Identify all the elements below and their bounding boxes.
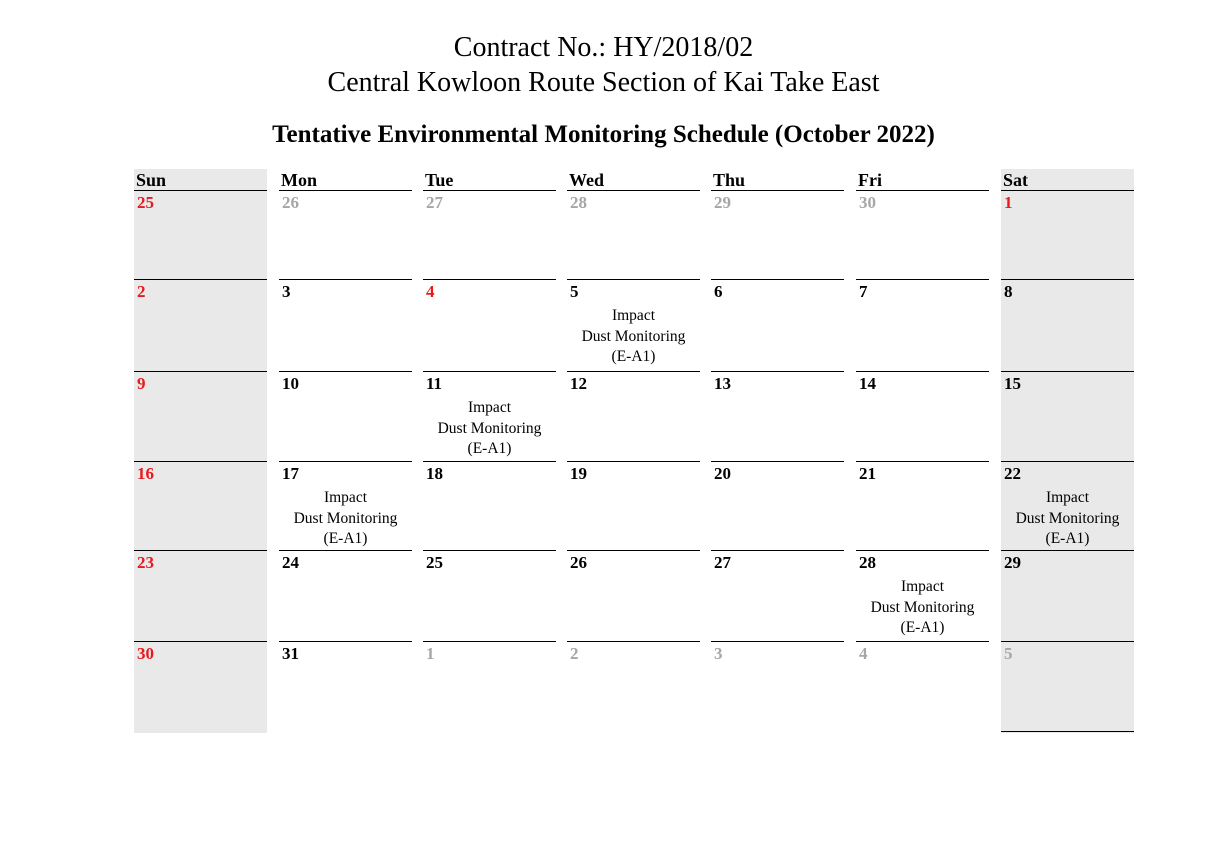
day-cell	[567, 462, 700, 551]
day-number: 26	[282, 193, 299, 212]
day-number: 5	[570, 282, 579, 301]
event-text-line: Impact	[323, 489, 368, 506]
day-number: 9	[137, 374, 146, 393]
day-number: 25	[426, 553, 443, 572]
day-cell	[1001, 372, 1134, 462]
event-text-line: Impact	[611, 307, 656, 324]
column-thu	[711, 169, 844, 663]
day-number: 31	[282, 644, 299, 663]
weekday-header: Wed	[567, 169, 700, 191]
day-number: 27	[426, 193, 443, 212]
day-number: 16	[137, 464, 154, 483]
day-cell	[279, 372, 412, 462]
day-cell	[423, 462, 556, 551]
monitoring-event	[567, 306, 700, 368]
day-number: 13	[714, 374, 731, 393]
day-cell	[423, 191, 556, 280]
event-text-line: Dust Monitoring	[437, 419, 542, 437]
day-number: 12	[570, 374, 587, 393]
day-cell	[279, 551, 412, 642]
day-number: 14	[859, 374, 876, 393]
day-number: 1	[426, 644, 435, 663]
day-number: 8	[1004, 282, 1013, 301]
schedule-title: Tentative Environmental Monitoring Schedule (October 2022)	[272, 121, 935, 148]
event-text-line: Dust Monitoring	[293, 509, 398, 527]
day-cell	[134, 551, 267, 642]
weekday-header: Fri	[856, 169, 989, 191]
day-number: 11	[426, 374, 443, 393]
day-cell	[134, 642, 267, 732]
day-cell	[423, 551, 556, 642]
event-text-line: Dust Monitoring	[870, 598, 975, 616]
day-cell	[1001, 642, 1134, 732]
column-fri	[856, 169, 989, 663]
event-text-line: Impact	[467, 399, 512, 416]
event-text-line: (E-A1)	[1045, 530, 1090, 547]
day-cell	[567, 372, 700, 462]
day-cell	[567, 191, 700, 280]
monitoring-event	[856, 577, 989, 639]
day-cell	[134, 191, 267, 280]
day-number: 28	[859, 553, 876, 572]
day-number: 30	[137, 644, 154, 663]
column-sat	[1001, 169, 1134, 663]
contract-number: Contract No.: HY/2018/02	[453, 32, 754, 63]
day-number: 28	[570, 193, 587, 212]
day-cell	[711, 462, 844, 551]
day-cell	[856, 280, 989, 372]
column-sun	[134, 169, 267, 663]
day-cell	[134, 280, 267, 372]
day-number: 10	[282, 374, 299, 393]
day-cell	[567, 642, 700, 732]
day-cell	[134, 462, 267, 551]
column-wed	[567, 169, 700, 663]
event-text-line: (E-A1)	[323, 530, 368, 547]
column-tue	[423, 169, 556, 663]
day-number: 1	[1004, 193, 1013, 212]
day-cell	[279, 280, 412, 372]
event-text-line: (E-A1)	[467, 440, 512, 457]
day-number: 26	[570, 553, 587, 572]
day-number: 22	[1004, 464, 1021, 483]
day-number: 3	[714, 644, 723, 663]
day-cell	[1001, 280, 1134, 372]
day-cell	[279, 462, 412, 551]
day-number: 4	[426, 282, 435, 301]
weekday-header: Tue	[423, 169, 556, 191]
day-number: 5	[1004, 644, 1013, 663]
day-number: 2	[137, 282, 146, 301]
day-cell	[856, 191, 989, 280]
monitoring-event	[423, 398, 556, 460]
day-cell	[423, 642, 556, 732]
day-cell	[134, 372, 267, 462]
day-number: 7	[859, 282, 868, 301]
day-cell	[856, 372, 989, 462]
day-cell	[1001, 191, 1134, 280]
event-text-line: (E-A1)	[900, 619, 945, 636]
day-cell	[423, 372, 556, 462]
day-number: 3	[282, 282, 291, 301]
day-cell	[711, 372, 844, 462]
day-number: 20	[714, 464, 731, 483]
event-text-line: Dust Monitoring	[1015, 509, 1120, 527]
event-text-line: Impact	[1045, 489, 1090, 506]
day-number: 2	[570, 644, 579, 663]
project-name: Central Kowloon Route Section of Kai Take East	[327, 67, 880, 98]
day-number: 23	[137, 553, 154, 572]
day-number: 25	[137, 193, 154, 212]
monitoring-event	[1001, 488, 1134, 550]
day-cell	[1001, 462, 1134, 551]
weekday-header: Thu	[711, 169, 844, 191]
day-number: 6	[714, 282, 723, 301]
weekday-header: Sun	[134, 169, 267, 191]
day-cell	[567, 551, 700, 642]
day-cell	[279, 642, 412, 732]
event-text-line: Dust Monitoring	[581, 327, 686, 345]
weekday-header: Sat	[1001, 169, 1134, 191]
day-number: 30	[859, 193, 876, 212]
day-number: 29	[714, 193, 731, 212]
day-number: 17	[282, 464, 299, 483]
event-text-line: (E-A1)	[611, 348, 656, 365]
day-cell	[711, 191, 844, 280]
column-mon	[279, 169, 412, 663]
day-cell	[279, 191, 412, 280]
day-number: 24	[282, 553, 299, 572]
day-number: 19	[570, 464, 587, 483]
day-cell	[711, 280, 844, 372]
day-number: 29	[1004, 553, 1021, 572]
weekday-header: Mon	[279, 169, 412, 191]
day-number: 4	[859, 644, 868, 663]
day-cell	[1001, 551, 1134, 642]
day-cell	[856, 462, 989, 551]
day-cell	[711, 551, 844, 642]
day-number: 21	[859, 464, 876, 483]
day-number: 18	[426, 464, 443, 483]
day-cell	[856, 642, 989, 732]
day-number: 15	[1004, 374, 1021, 393]
day-cell	[567, 280, 700, 372]
day-cell	[711, 642, 844, 732]
monitoring-event	[279, 488, 412, 550]
event-text-line: Impact	[900, 578, 945, 595]
day-cell	[856, 551, 989, 642]
day-number: 27	[714, 553, 731, 572]
day-cell	[423, 280, 556, 372]
